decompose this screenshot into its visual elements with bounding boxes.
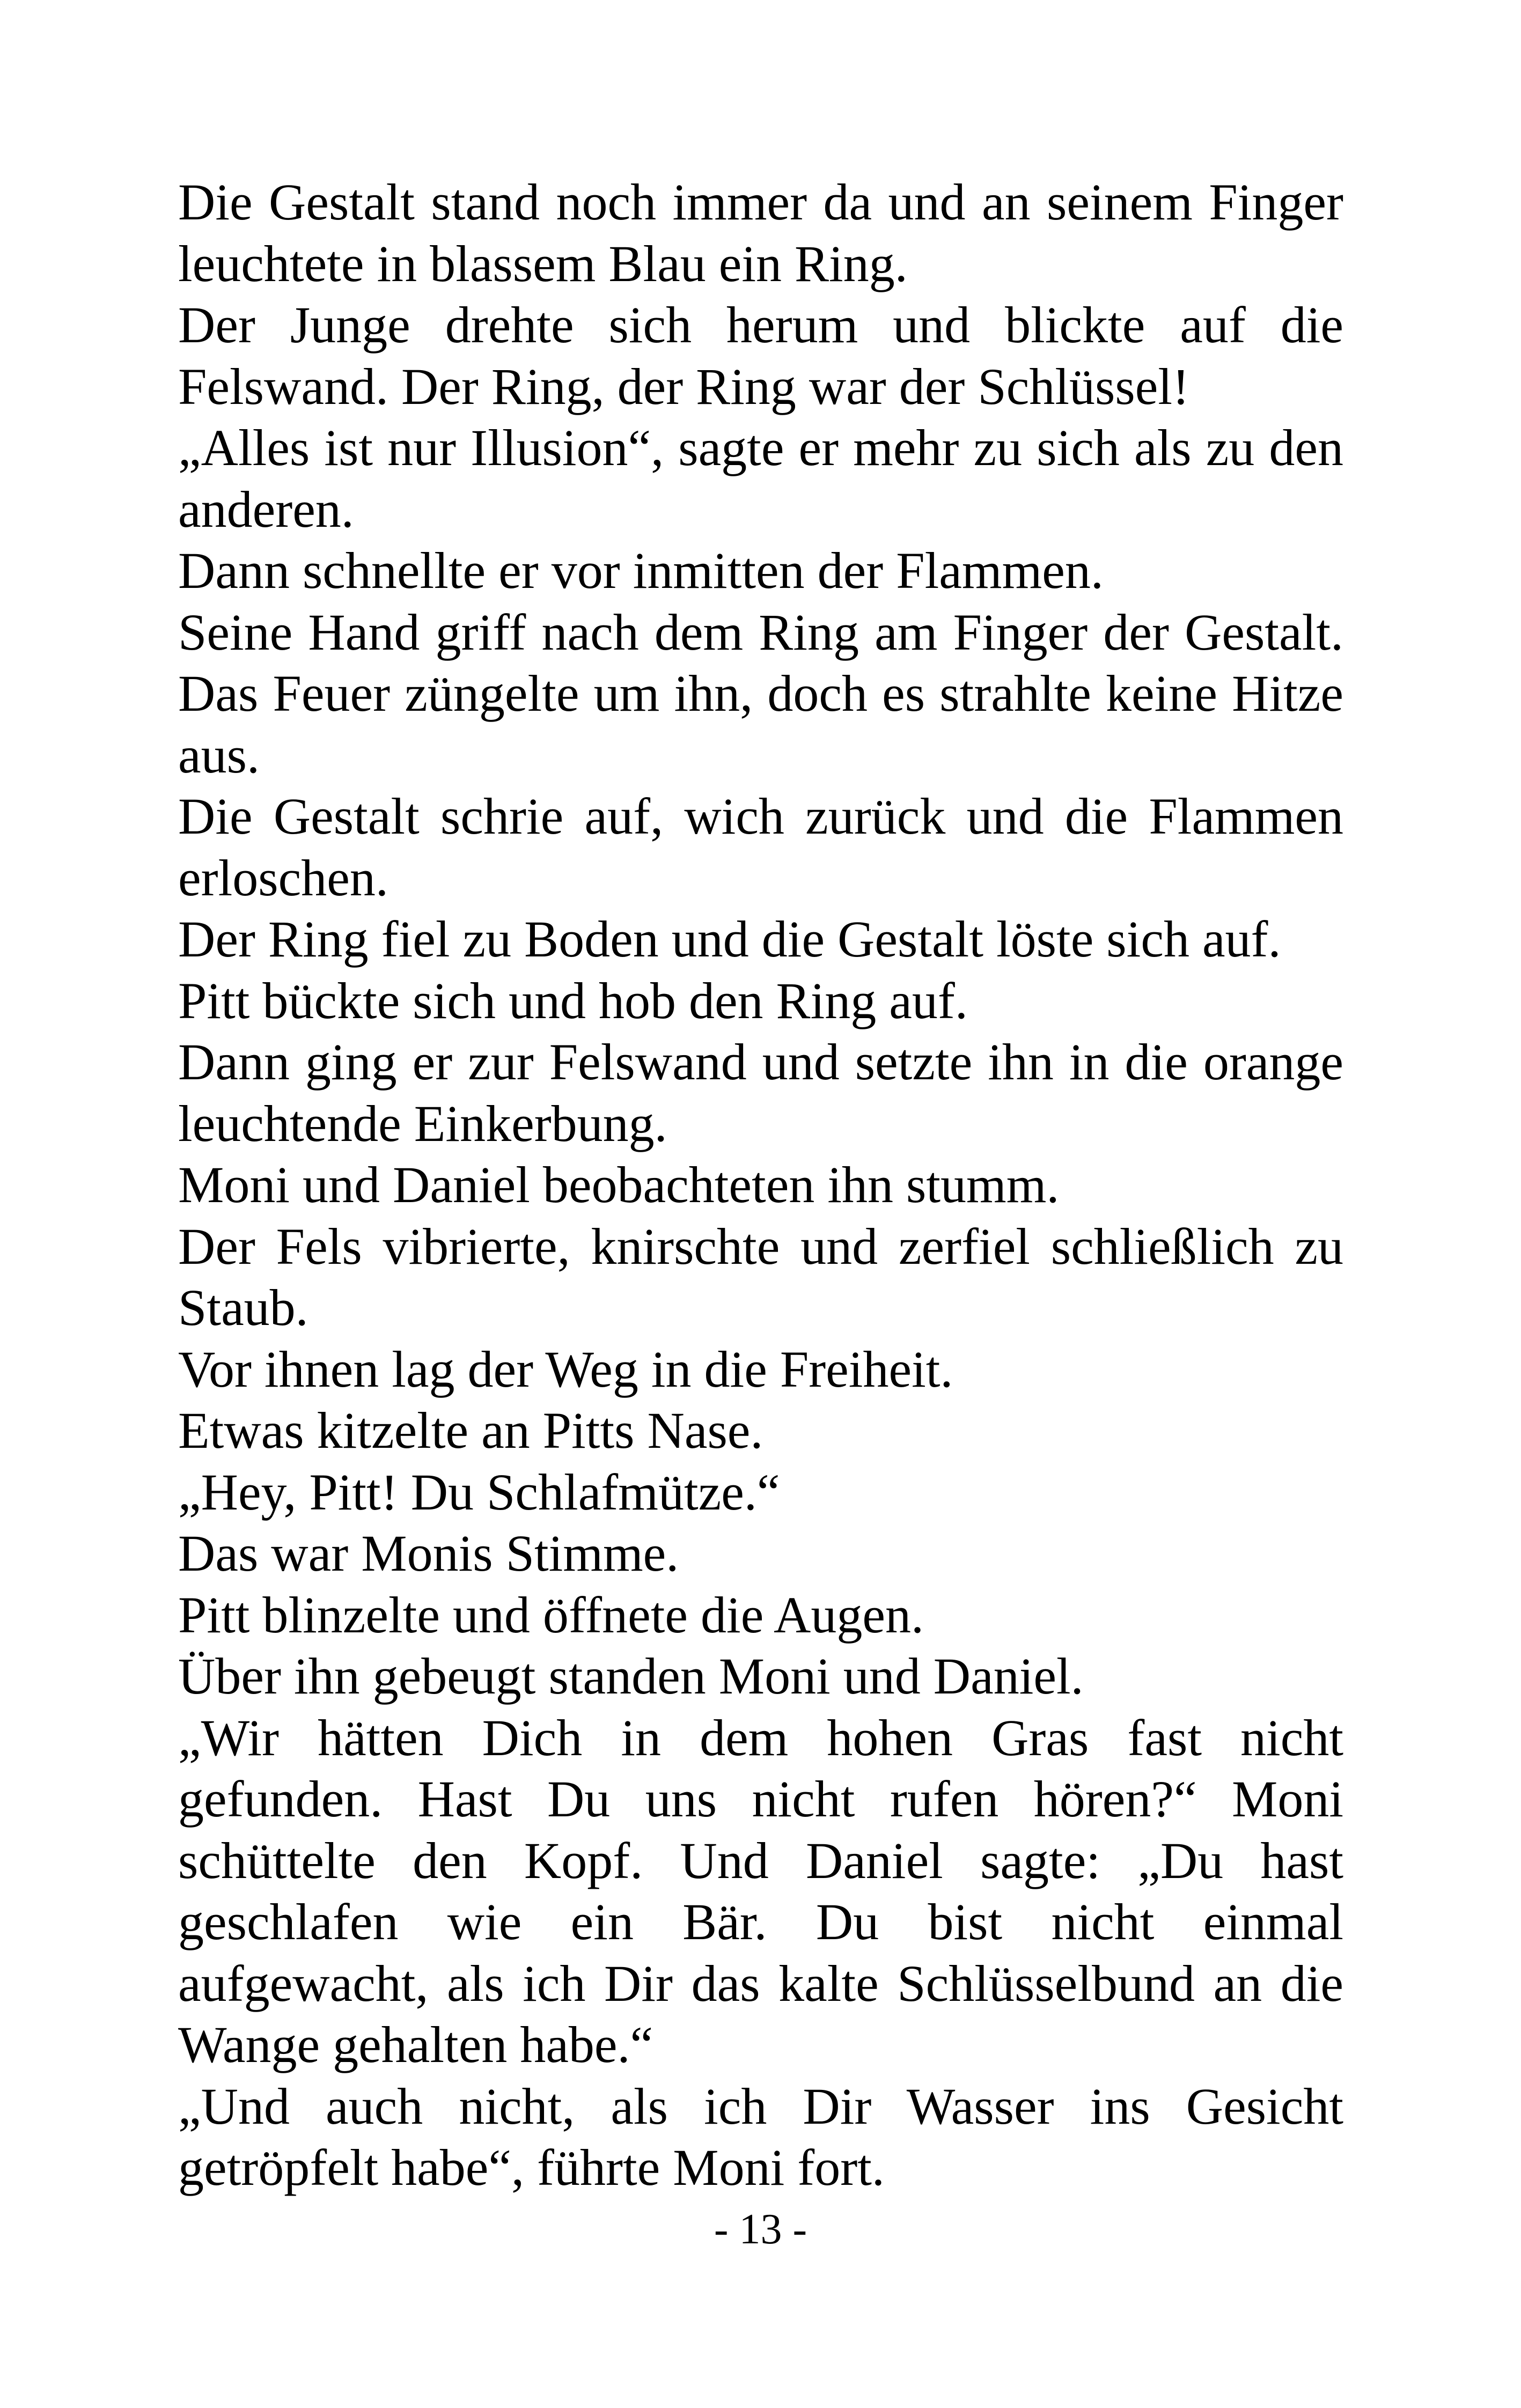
paragraph: Dann ging er zur Felswand und setzte ihn in die orange leuchtende Einkerbung.	[178, 1033, 1343, 1152]
paragraph: Pitt bückte sich und hob den Ring auf.	[178, 971, 968, 1029]
paragraph: Etwas kitzelte an Pitts Nase.	[178, 1402, 763, 1459]
page-number: - 13 -	[714, 2206, 807, 2253]
paragraph: Die Gestalt stand noch immer da und an seinem Finger leuchtete in blassem Blau ein Ring.	[178, 173, 1343, 292]
paragraph: Dann schnellte er vor inmitten der Flammen.	[178, 542, 1104, 599]
body-text	[178, 172, 1343, 2199]
paragraph: Der Ring fiel zu Boden und die Gestalt löste sich auf.	[178, 910, 1281, 968]
paragraph: Pitt blinzelte und öffnete die Augen.	[178, 1586, 924, 1644]
paragraph: Das war Monis Stimme.	[178, 1525, 679, 1582]
paragraph: „Wir hätten Dich in dem hohen Gras fast nicht gefunden. Hast Du uns nicht rufen hören?“ Moni schüttelte den Kopf. Und Daniel sagte: „Du hast geschlafen wie ein Bär. Du bist nicht einmal aufgewacht, als ich Dir das kalte Schlüsselbund an die Wange gehalten habe.“	[178, 1709, 1343, 2073]
paragraph: Seine Hand griff nach dem Ring am Finger der Gestalt. Das Feuer züngelte um ihn, doch es strahlte keine Hitze aus.	[178, 603, 1343, 784]
paragraph: Die Gestalt schrie auf, wich zurück und die Flammen erloschen.	[178, 787, 1343, 907]
paragraph: „Alles ist nur Illusion“, sagte er mehr zu sich als zu den anderen.	[178, 419, 1343, 538]
paragraph: Über ihn gebeugt standen Moni und Daniel.	[178, 1647, 1084, 1705]
paragraph: „Hey, Pitt! Du Schlafmütze.“	[178, 1463, 780, 1521]
paragraph: Moni und Daniel beobachteten ihn stumm.	[178, 1156, 1060, 1213]
paragraph: „Und auch nicht, als ich Dir Wasser ins Gesicht getröpfelt habe“, führte Moni fort.	[178, 2077, 1343, 2196]
paragraph: Der Junge drehte sich herum und blickte auf die Felswand. Der Ring, der Ring war der Schlüssel!	[178, 296, 1343, 415]
paragraph: Der Fels vibrierte, knirschte und zerfiel schließlich zu Staub.	[178, 1217, 1343, 1336]
paragraph: Vor ihnen lag der Weg in die Freiheit.	[178, 1340, 953, 1398]
